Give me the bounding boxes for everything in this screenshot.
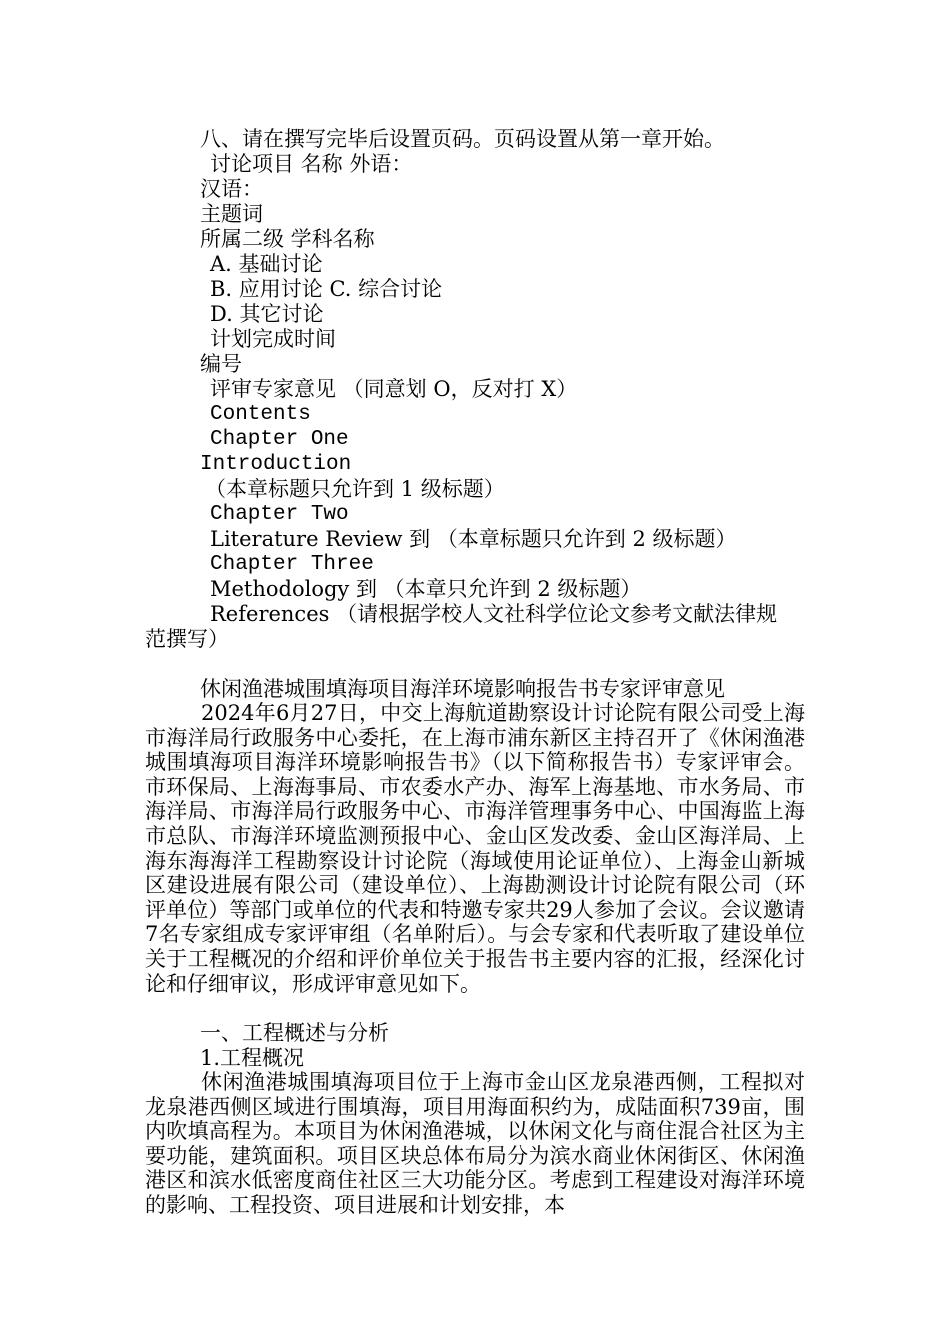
chapter-one-note: （本章标题只允许到 1 级标题） <box>205 477 505 501</box>
references: References （请根据学校人文社科学位论文参考文献法律规 <box>210 602 778 626</box>
introduction: Introduction <box>200 453 352 476</box>
report-intro-paragraph: 2024年6月27日，中交上海航道勘察设计讨论院有限公司受上海市海洋局行政服务中心委托，在上海市浦东新区主持召开了《休闲渔港城围填海项目海洋环境影响报告书》（以下简称报告书）专家评审会。市环保局、上海海事局、市农委水产办、海军上海基地、市水务局、市海洋局、市海洋局行政服务中心、市海洋管理事务中心、中国海监上海市总队、市海洋环境监测预报中心、金山区发改委、金山区海洋局、上海东海海洋工程勘察设计讨论院（海域使用论证单位）、上海金山新城区建设进展有限公司（建设单位）、上海勘测设计讨论院有限公司（环评单位）等部门或单位的代表和特邀专家共29人参加了会议。会议邀请7名专家组成专家评审组（名单附后）。与会专家和代表听取了建设单位关于工程概况的介绍和评价单位关于报告书主要内容的汇报，经深化讨论和仔细审议，形成评审意见如下。 <box>145 701 805 996</box>
section-heading: 一、工程概述与分析 <box>200 1021 389 1045</box>
contents-heading: Contents <box>210 403 311 426</box>
discipline-label: 所属二级 学科名称 <box>200 227 375 251</box>
report-title: 休闲渔港城围填海项目海洋环境影响报告书专家评审意见 <box>200 677 725 701</box>
option-d: D. 其它讨论 <box>210 302 324 326</box>
literature-review: Literature Review 到 （本章标题只允许到 2 级标题） <box>210 527 737 551</box>
chapter-one: Chapter One <box>210 428 349 451</box>
chinese-label: 汉语： <box>200 177 263 201</box>
keywords-label: 主题词 <box>200 202 263 226</box>
project-name-field: 讨论项目 名称 外语： <box>210 152 413 176</box>
option-a: A. 基础讨论 <box>210 252 323 276</box>
methodology: Methodology 到 （本章只允许到 2 级标题） <box>210 577 642 601</box>
completion-time-label: 计划完成时间 <box>210 327 336 351</box>
number-label: 编号 <box>200 352 242 376</box>
project-overview-paragraph: 休闲渔港城围填海项目位于上海市金山区龙泉港西侧，工程拟对龙泉港西侧区域进行围填海，项目用海面积约为，成陆面积739亩，围内吹填高程为。本项目为休闲渔港城，以休闲文化与商住混合社区为主要功能，建筑面积。项目区块总体布局分为滨水商业休闲街区、休闲渔港区和滨水低密度商住社区三大功能分区。考虑到工程建设对海洋环境的影响、工程投资、项目进展和计划安排，本 <box>145 1070 805 1217</box>
references-cont: 范撰写） <box>145 627 229 651</box>
chapter-three: Chapter Three <box>210 553 374 576</box>
option-b-c: B. 应用讨论 C. 综合讨论 <box>210 277 443 301</box>
instruction-line: 八、请在撰写完毕后设置页码。页码设置从第一章开始。 <box>200 127 725 151</box>
expert-opinion-label: 评审专家意见 （同意划 O，反对打 X） <box>210 377 578 401</box>
chapter-two: Chapter Two <box>210 503 349 526</box>
subsection-heading: 1.工程概况 <box>200 1046 305 1070</box>
